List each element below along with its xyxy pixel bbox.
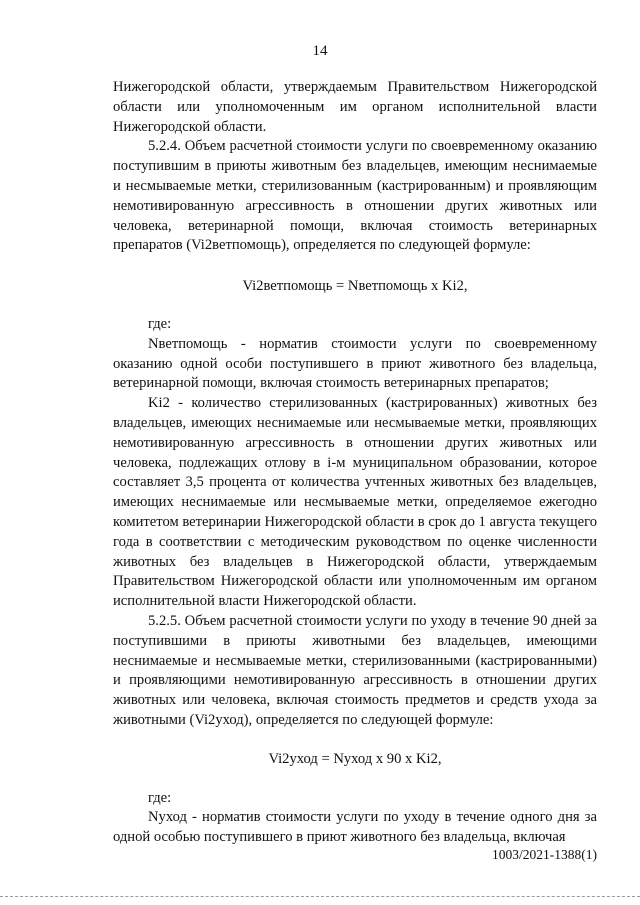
paragraph-5-2-4: 5.2.4. Объем расчетной стоимости услуги по своевременному оказанию поступившим в приюты животным без владельцев, имеющим неснимаемые и несмываемые метки, стерилизованным (кастрированным) и проявляющим немотивированную агрессивность в отношении других животных или человека, ветеринарной помощи, включая стоимость ветеринарных препаратов (Vi2ветпомощь), определяется по следующей формуле: (113, 138, 597, 254)
scan-edge-line (0, 896, 640, 897)
document-body (113, 78, 597, 848)
definition-n-ukhod: Nуход - норматив стоимости услуги по уходу в течение одного дня за одной особью поступившего в приют животного без владельца, включая (113, 809, 597, 846)
where-label: где: (148, 315, 172, 332)
where-label: где: (148, 789, 172, 806)
definition-n-vetpomosch: Nветпомощь - норматив стоимости услуги по своевременному оказанию одной особи поступившего в приют животного без владельца, ветеринарной помощи, включая стоимость ветеринарных препаратов; (113, 335, 597, 392)
formula-vi2-ukhod: Vi2уход = Nуход x 90 x Ki2, (268, 750, 442, 767)
paragraph-continuation: Нижегородской области, утверждаемым Правительством Нижегородской области или уполномоченным им органом исполнительной власти Нижегородской области. (113, 79, 597, 135)
document-code: 1003/2021-1388(1) (492, 847, 597, 862)
formula-vi2-vetpomosch: Vi2ветпомощь = Nветпомощь x Ki2, (242, 278, 468, 295)
page-number: 14 (312, 43, 328, 59)
definition-ki2: Ki2 - количество стерилизованных (кастрированных) животных без владельцев, имеющих неснимаемые или несмываемые метки, проявляющих немотивированную агрессивность в отношении других животных или человека, подлежащих отлову в i-м муниципальном образовании, которое составляет 3,5 процента от количества учтенных животных без владельцев, имеющих неснимаемые или несмываемые метки, определяемое ежегодно комитетом ветеринарии Нижегородской области в срок до 1 августа текущего года в соответствии с методическим руководством по оценке численности животных без владельцев в Нижегородской области, утверждаемым Правительством Нижегородской области или уполномоченным им органом исполнительной власти Нижегородской области. (113, 395, 597, 610)
paragraph-5-2-5: 5.2.5. Объем расчетной стоимости услуги по уходу в течение 90 дней за поступившими в приюты животными без владельцев, имеющими неснимаемые и несмываемые метки, стерилизованными (кастрированными) и проявляющими немотивированную агрессивность в отношении других животных или человека, включая стоимость предметов и средств ухода за животными (Vi2уход), определяется по следующей формуле: (113, 612, 597, 728)
